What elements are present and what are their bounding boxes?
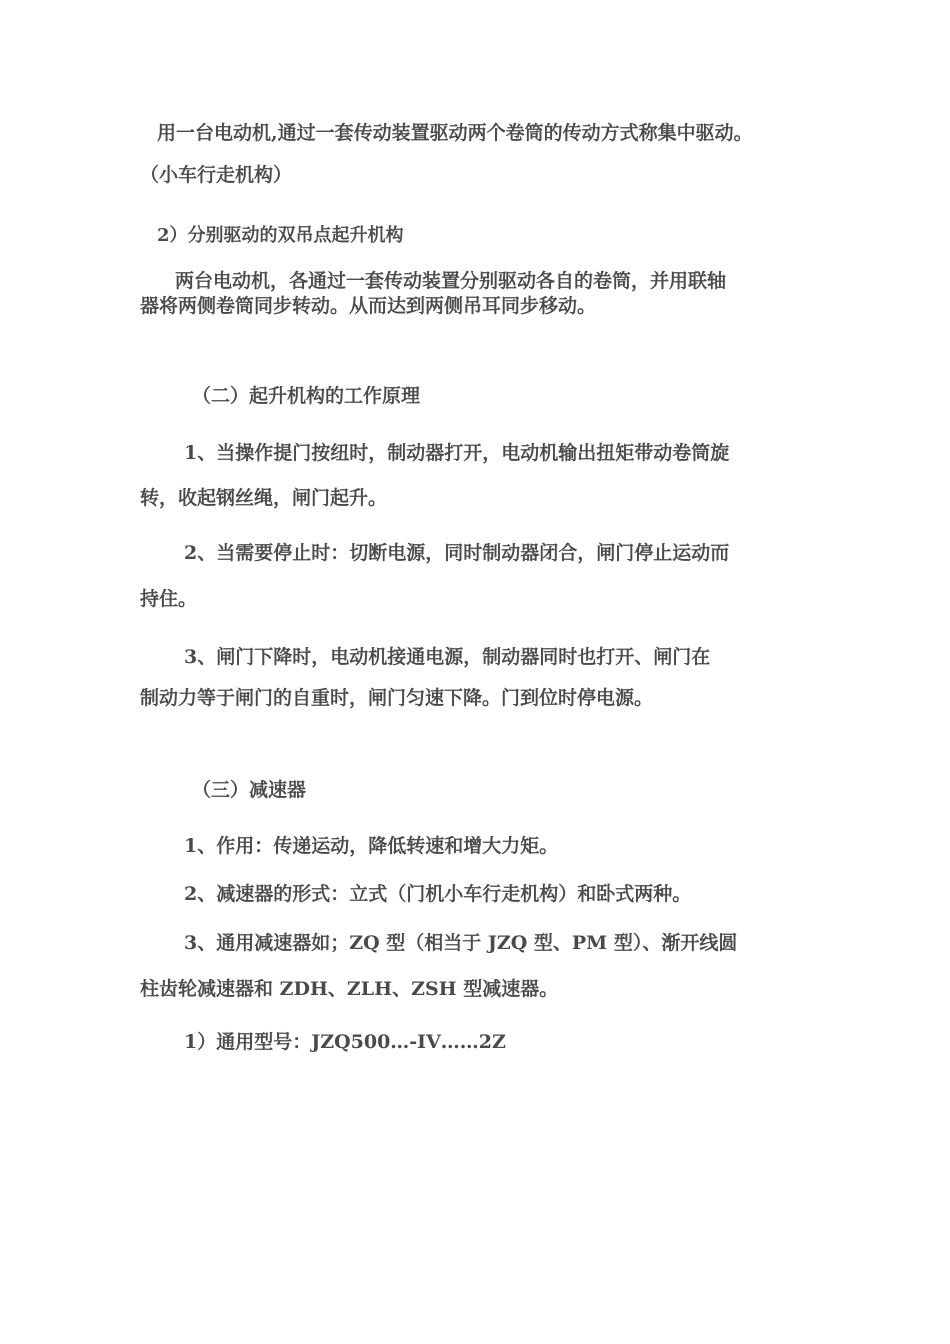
paragraph-9-line-1: 3、通用减速器如；ZQ 型（相当于 JZQ 型、PM 型）、渐开线圆 <box>184 932 738 954</box>
paragraph-4-line-1: 1、当操作提门按纽时，制动器打开，电动机输出扭矩带动卷筒旋 <box>184 442 730 464</box>
paragraph-1-line-1: 用一台电动机,通过一套传动装置驱动两个卷筒的传动方式称集中驱动。 <box>157 122 753 144</box>
paragraph-4-line-2: 转，收起钢丝绳，闸门起升。 <box>140 487 388 509</box>
section-heading-3: （三）减速器 <box>192 779 307 801</box>
paragraph-1-line-2: （小车行走机构） <box>140 164 293 186</box>
paragraph-10: 1）通用型号：JZQ500…-IV……2Z <box>184 1031 506 1053</box>
paragraph-6-line-1: 3、闸门下降时，电动机接通电源，制动器同时也打开、闸门在 <box>184 646 711 668</box>
paragraph-3-line-2: 器将两侧卷筒同步转动。从而达到两侧吊耳同步移动。 <box>140 295 597 317</box>
paragraph-8: 2、减速器的形式：立式（门机小车行走机构）和卧式两种。 <box>184 883 692 905</box>
paragraph-9-line-2: 柱齿轮减速器和 ZDH、ZLH、ZSH 型减速器。 <box>140 978 559 1000</box>
paragraph-5-line-2: 持住。 <box>140 588 198 610</box>
paragraph-7: 1、作用：传递运动，降低转速和增大力矩。 <box>184 835 559 857</box>
paragraph-2-heading: 2）分别驱动的双吊点起升机构 <box>157 225 404 246</box>
paragraph-3-line-1: 两台电动机，各通过一套传动装置分别驱动各自的卷筒，并用联轴 <box>175 270 727 292</box>
section-heading-2: （二）起升机构的工作原理 <box>192 385 421 407</box>
paragraph-6-line-2: 制动力等于闸门的自重时，闸门匀速下降。门到位时停电源。 <box>140 687 654 709</box>
paragraph-5-line-1: 2、当需要停止时：切断电源，同时制动器闭合，闸门停止运动而 <box>184 542 730 564</box>
